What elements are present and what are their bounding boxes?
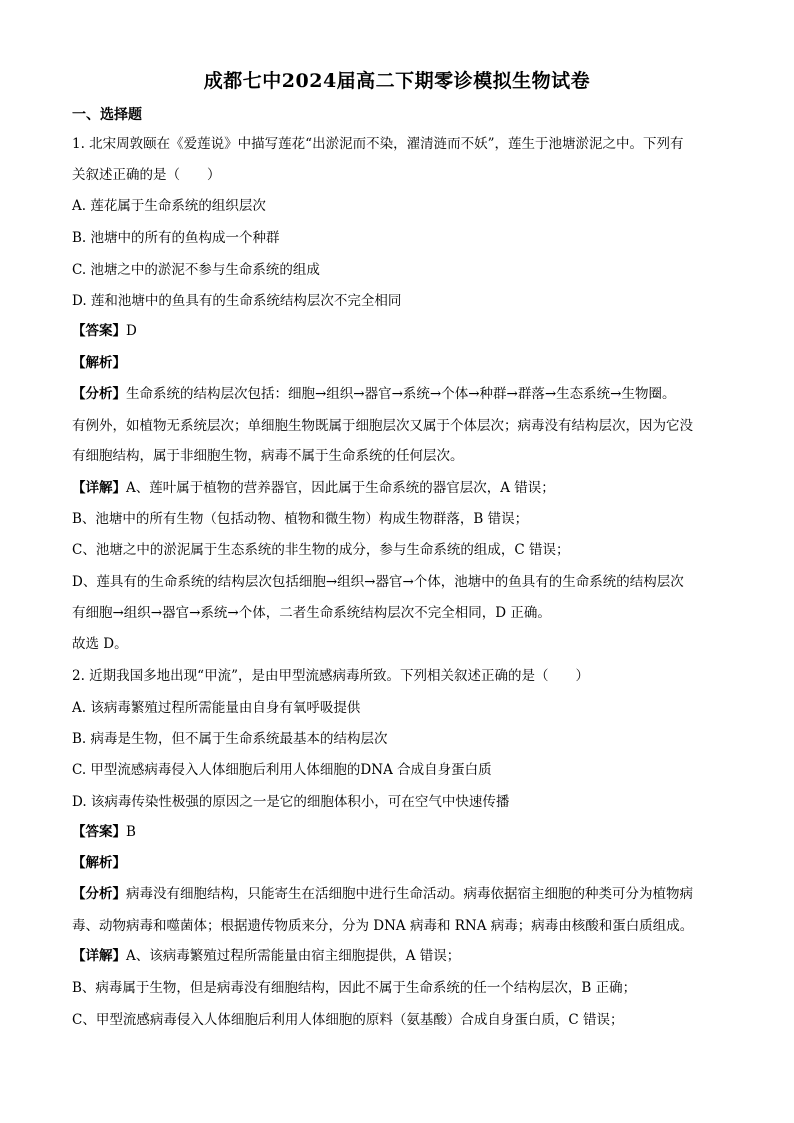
line-text: 有例外，如植物无系统层次；单细胞生物既属于细胞层次又属于个体层次；病毒没有结构层次，因为它没: [72, 418, 693, 434]
line-text: 关叙述正确的是（ ）: [72, 167, 221, 183]
line-text: C. 池塘之中的淤泥不参与生命系统的组成: [72, 262, 320, 278]
line-text: 生命系统的结构层次包括：细胞→组织→器官→系统→个体→种群→群落→生态系统→生物圈。: [126, 386, 676, 402]
text-line: [72, 572, 684, 592]
text-line: [72, 509, 528, 529]
line-label: 【答案】: [72, 323, 126, 339]
text-line: [72, 134, 683, 154]
text-line: [72, 260, 320, 280]
text-line: [72, 1010, 623, 1030]
line-label: 【详解】: [72, 948, 126, 964]
line-text: A. 该病毒繁殖过程所需能量由自身有氧呼吸提供: [72, 700, 361, 716]
line-text: 毒、动物病毒和噬菌体；根据遗传物质来分，分为 DNA 病毒和 RNA 病毒；病毒由核酸和蛋白质组成。: [72, 918, 694, 934]
line-text: D、莲具有的生命系统的结构层次包括细胞→组织→器官→个体，池塘中的鱼具有的生命系统的结构层次: [72, 574, 684, 590]
line-text: C、甲型流感病毒侵入人体细胞后利用人体细胞的原料（氨基酸）合成自身蛋白质，C 错误；: [72, 1012, 624, 1028]
line-text: 故选 D。: [72, 636, 128, 652]
text-line: [72, 540, 569, 560]
line-text: 2. 近期我国多地出现“甲流”，是由甲型流感病毒所致。下列相关叙述正确的是（ ）: [72, 668, 589, 684]
line-text: D. 莲和池塘中的鱼具有的生命系统结构层次不完全相同: [72, 293, 402, 309]
text-line: [72, 634, 128, 654]
text-line: [72, 353, 126, 373]
line-text: C. 甲型流感病毒侵入人体细胞后利用人体细胞的DNA 合成自身蛋白质: [72, 762, 492, 778]
text-line: [72, 729, 388, 749]
text-line: [72, 916, 693, 936]
text-line: [72, 978, 636, 998]
text-line: [72, 760, 492, 780]
line-text: 病毒没有细胞结构，只能寄生在活细胞中进行生命活动。病毒依据宿主细胞的种类可分为植物病: [126, 886, 693, 902]
line-text: B、池塘中的所有生物（包括动物、植物和微生物）构成生物群落，B 错误；: [72, 511, 529, 527]
text-line: [72, 792, 509, 812]
text-line: [72, 603, 551, 623]
text-line: [72, 291, 401, 311]
text-line: [72, 946, 460, 966]
text-line: [72, 384, 676, 404]
text-line: [72, 165, 221, 185]
line-label: 【详解】: [72, 480, 126, 496]
line-label: 【解析】: [72, 355, 126, 371]
text-line: [72, 196, 266, 216]
line-text: A、莲叶属于植物的营养器官，因此属于生命系统的器官层次，A 错误；: [126, 480, 555, 496]
line-text: 1. 北宋周敦颐在《爱莲说》中描写莲花“出淤泥而不染，濯清涟而不妖”，莲生于池塘淤泥之中。下列有: [72, 136, 684, 152]
text-line: [72, 478, 555, 498]
section-heading: 一、选择题: [72, 107, 142, 123]
text-line: [72, 884, 693, 904]
text-line: [72, 698, 360, 718]
line-label: 【分析】: [72, 386, 126, 402]
line-text: B: [126, 824, 136, 840]
line-text: 有细胞→组织→器官→系统→个体，二者生命系统结构层次不完全相同，D 正确。: [72, 605, 551, 621]
page-title: 成都七中2024届高二下期零诊模拟生物试卷: [203, 70, 591, 92]
line-label: 【答案】: [72, 824, 126, 840]
text-line: [72, 321, 137, 341]
line-text: D. 该病毒传染性极强的原因之一是它的细胞体积小，可在空气中快速传播: [72, 794, 510, 810]
line-label: 【分析】: [72, 886, 126, 902]
text-line: [72, 822, 136, 842]
line-label: 【解析】: [72, 855, 126, 871]
line-text: C、池塘之中的淤泥属于生态系统的非生物的成分，参与生命系统的组成，C 错误；: [72, 542, 570, 558]
text-line: [72, 666, 589, 686]
line-text: B. 病毒是生物，但不属于生命系统最基本的结构层次: [72, 731, 388, 747]
line-text: A. 莲花属于生命系统的组织层次: [72, 198, 266, 214]
line-text: D: [126, 323, 137, 339]
text-line: [72, 853, 126, 873]
line-text: A、该病毒繁殖过程所需能量由宿主细胞提供，A 错误；: [126, 948, 461, 964]
line-text: B. 池塘中的所有的鱼构成一个种群: [72, 230, 280, 246]
text-line: [72, 416, 693, 436]
line-text: 有细胞结构，属于非细胞生物，病毒不属于生命系统的任何层次。: [72, 448, 464, 464]
text-line: [72, 446, 464, 466]
line-text: B、病毒属于生物，但是病毒没有细胞结构，因此不属于生命系统的任一个结构层次，B 正确；: [72, 980, 637, 996]
text-line: [72, 228, 280, 248]
